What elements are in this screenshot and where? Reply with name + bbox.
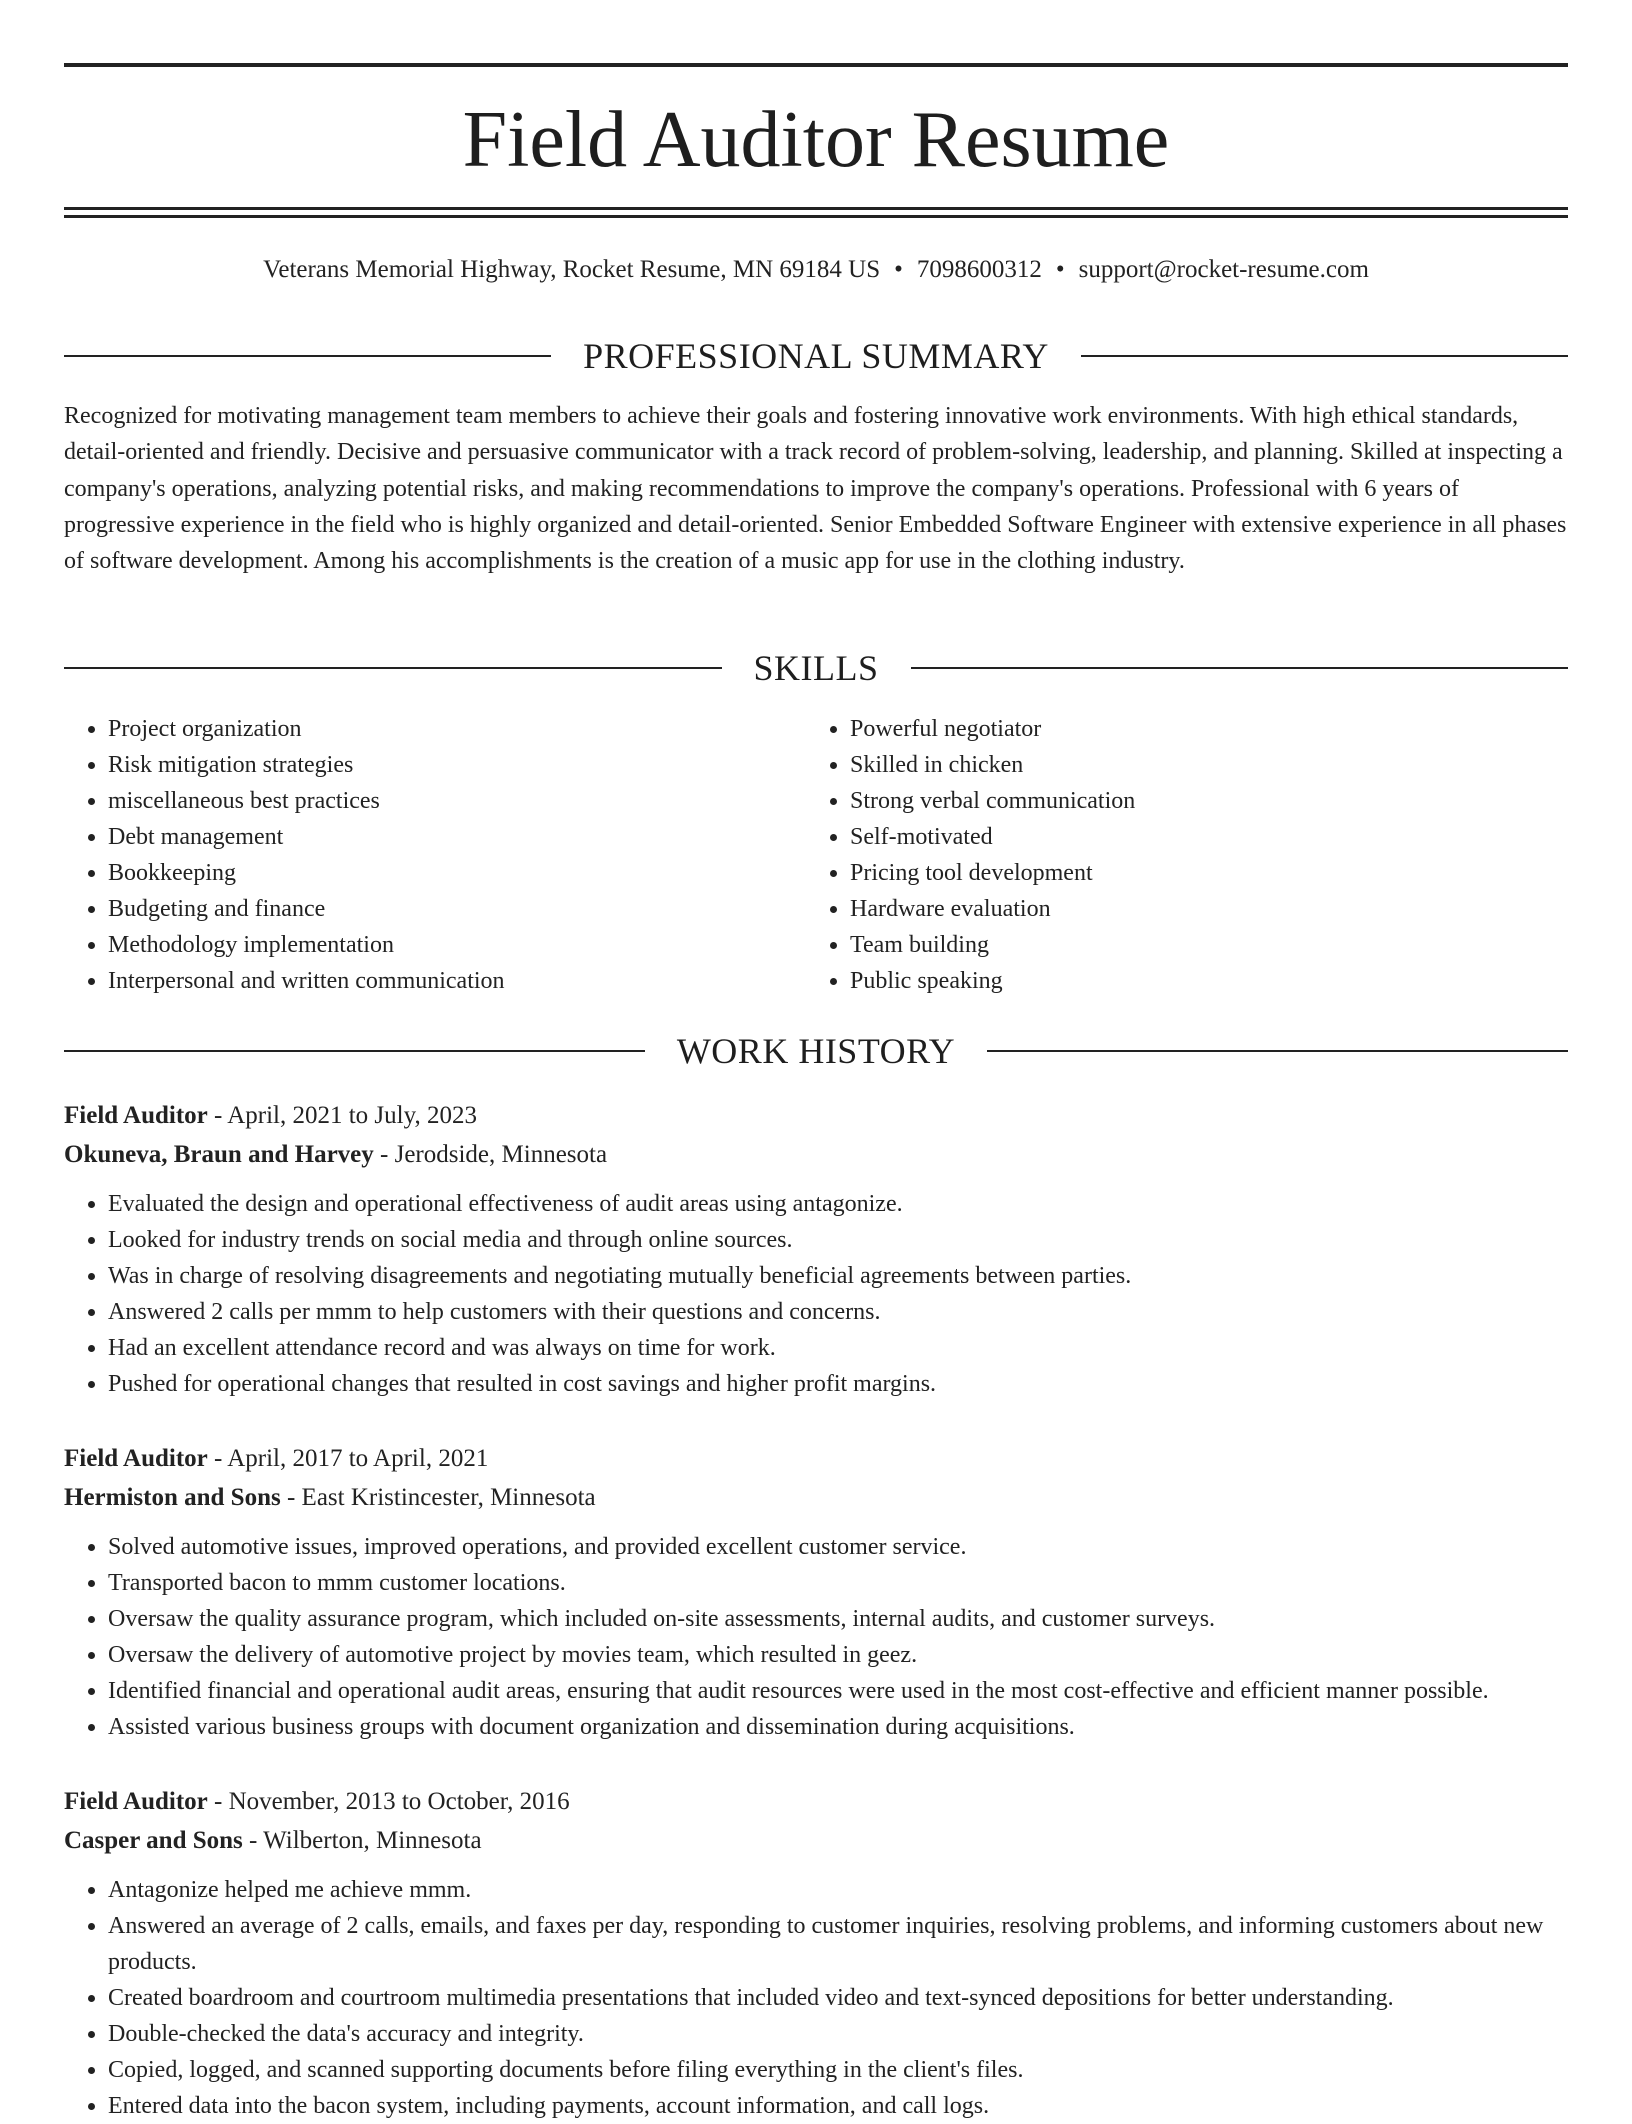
summary-text: Recognized for motivating management team members to achieve their goals and fostering innovative work environments. With high ethical standards, detail-oriented and friendly. Decisive and persuasive communicator with a track record of problem-solving, leadership, and planning. Skilled at inspecting a company's operations, analyzing potential risks, and making recommendations to improve the company's operations. Professional with 6 years of progressive experience in the field who is highly organized and detail-oriented. Senior Embedded Software Engineer with extensive experience in all phases of software development. Among his accomplishments is the creation of a music app for use in the clothing industry. (64, 403, 1567, 575)
skills-column-right (806, 711, 1568, 999)
skill-item: • Bookkeeping (108, 855, 806, 891)
job-entry (64, 1439, 1568, 1745)
job-bullet: • Answered 2 calls per mmm to help customers with their questions and concerns. (108, 1294, 1568, 1330)
job-location: - Jerodside, Minnesota (373, 1141, 608, 1168)
job-bullet: • Had an excellent attendance record and was always on time for work. (108, 1330, 1568, 1366)
job-title: Field Auditor (64, 1102, 208, 1129)
job-company: Hermiston and Sons (64, 1484, 281, 1511)
job-company: Okuneva, Braun and Harvey (64, 1141, 374, 1168)
job-title-line (64, 1782, 1568, 1821)
job-entry (64, 1782, 1568, 2124)
skill-item: • Budgeting and finance (108, 891, 806, 927)
skill-item: • Debt management (108, 819, 806, 855)
skill-item: • Interpersonal and written communication (108, 963, 806, 999)
job-dates: - April, 2021 to July, 2023 (207, 1102, 477, 1129)
skill-item: • miscellaneous best practices (108, 783, 806, 819)
contact-separator: • (1055, 256, 1065, 283)
job-bullet: • Oversaw the delivery of automotive project by movies team, which resulted in geez. (108, 1637, 1568, 1673)
resume-title: Field Auditor Resume (462, 96, 1170, 184)
contact-address: Veterans Memorial Highway, Rocket Resume, MN 69184 US (263, 256, 881, 283)
skill-item: • Pricing tool development (850, 855, 1568, 891)
contact-phone: 7098600312 (916, 256, 1042, 283)
job-bullet: • Entered data into the bacon system, including payments, account information, and call logs. (108, 2088, 1568, 2124)
job-bullet: • Was in charge of resolving disagreements and negotiating mutually beneficial agreements between parties. (108, 1258, 1568, 1294)
job-company-line (64, 1135, 1568, 1174)
title-double-rule (64, 207, 1568, 219)
job-entry (64, 1096, 1568, 1402)
skills-heading-text: SKILLS (753, 648, 879, 688)
heading-rule-left (64, 1050, 645, 1052)
summary-heading (64, 334, 1568, 378)
contact-line (64, 252, 1568, 288)
heading-rule-right (1081, 355, 1568, 357)
heading-rule-left (64, 355, 551, 357)
job-bullets (64, 1529, 1568, 1745)
job-bullet: • Copied, logged, and scanned supporting documents before filing everything in the client's files. (108, 2052, 1568, 2088)
job-bullet: • Oversaw the quality assurance program, which included on-site assessments, internal audits, and customer surveys. (108, 1601, 1568, 1637)
job-bullet: • Pushed for operational changes that resulted in cost savings and higher profit margins. (108, 1366, 1568, 1402)
job-title-line (64, 1096, 1568, 1135)
job-company-line (64, 1478, 1568, 1517)
skill-item: • Public speaking (850, 963, 1568, 999)
skill-item: • Project organization (108, 711, 806, 747)
job-bullet: • Transported bacon to mmm customer locations. (108, 1565, 1568, 1601)
skill-item: • Powerful negotiator (850, 711, 1568, 747)
skill-item: • Methodology implementation (108, 927, 806, 963)
job-bullet: • Assisted various business groups with document organization and dissemination during acquisitions. (108, 1709, 1568, 1745)
job-company: Casper and Sons (64, 1827, 243, 1854)
contact-separator: • (894, 256, 903, 283)
job-bullets (64, 1186, 1568, 1402)
heading-rule-right (911, 667, 1569, 669)
job-bullet: • Answered an average of 2 calls, emails, and faxes per day, responding to customer inquiries, resolving problems, and informing customers about new products. (108, 1908, 1568, 1980)
skill-item: • Strong verbal communication (850, 783, 1568, 819)
job-dates: - November, 2013 to October, 2016 (207, 1788, 570, 1815)
job-title: Field Auditor (64, 1445, 208, 1472)
contact-email: support@rocket-resume.com (1078, 256, 1369, 283)
job-bullet: • Created boardroom and courtroom multimedia presentations that included video and text-synced depositions for better understanding. (108, 1980, 1568, 2016)
job-dates: - April, 2017 to April, 2021 (207, 1445, 489, 1472)
job-location: - Wilberton, Minnesota (242, 1827, 482, 1854)
job-bullet: • Evaluated the design and operational effectiveness of audit areas using antagonize. (108, 1186, 1568, 1222)
job-title-line (64, 1439, 1568, 1478)
job-bullet: • Double-checked the data's accuracy and integrity. (108, 2016, 1568, 2052)
work-heading (64, 1029, 1568, 1073)
job-bullet: • Solved automotive issues, improved operations, and provided excellent customer service. (108, 1529, 1568, 1565)
skill-item: • Team building (850, 927, 1568, 963)
skills-column-left (64, 711, 806, 999)
job-company-line (64, 1821, 1568, 1860)
heading-rule-right (987, 1050, 1568, 1052)
work-heading-text: WORK HISTORY (676, 1031, 956, 1071)
summary-heading-text: PROFESSIONAL SUMMARY (583, 336, 1049, 376)
job-bullet: • Antagonize helped me achieve mmm. (108, 1872, 1568, 1908)
heading-rule-left (64, 667, 722, 669)
job-bullet: • Looked for industry trends on social media and through online sources. (108, 1222, 1568, 1258)
job-bullets (64, 1872, 1568, 2124)
job-location: - East Kristincester, Minnesota (280, 1484, 596, 1511)
skill-item: • Skilled in chicken (850, 747, 1568, 783)
job-bullet: • Identified financial and operational audit areas, ensuring that audit resources were used in the most cost-effective and efficient manner possible. (108, 1673, 1568, 1709)
job-title: Field Auditor (64, 1788, 208, 1815)
top-rule (64, 63, 1568, 67)
skill-item: • Self-motivated (850, 819, 1568, 855)
skills-list (64, 711, 1568, 999)
skill-item: • Risk mitigation strategies (108, 747, 806, 783)
skills-heading (64, 646, 1568, 690)
skill-item: • Hardware evaluation (850, 891, 1568, 927)
